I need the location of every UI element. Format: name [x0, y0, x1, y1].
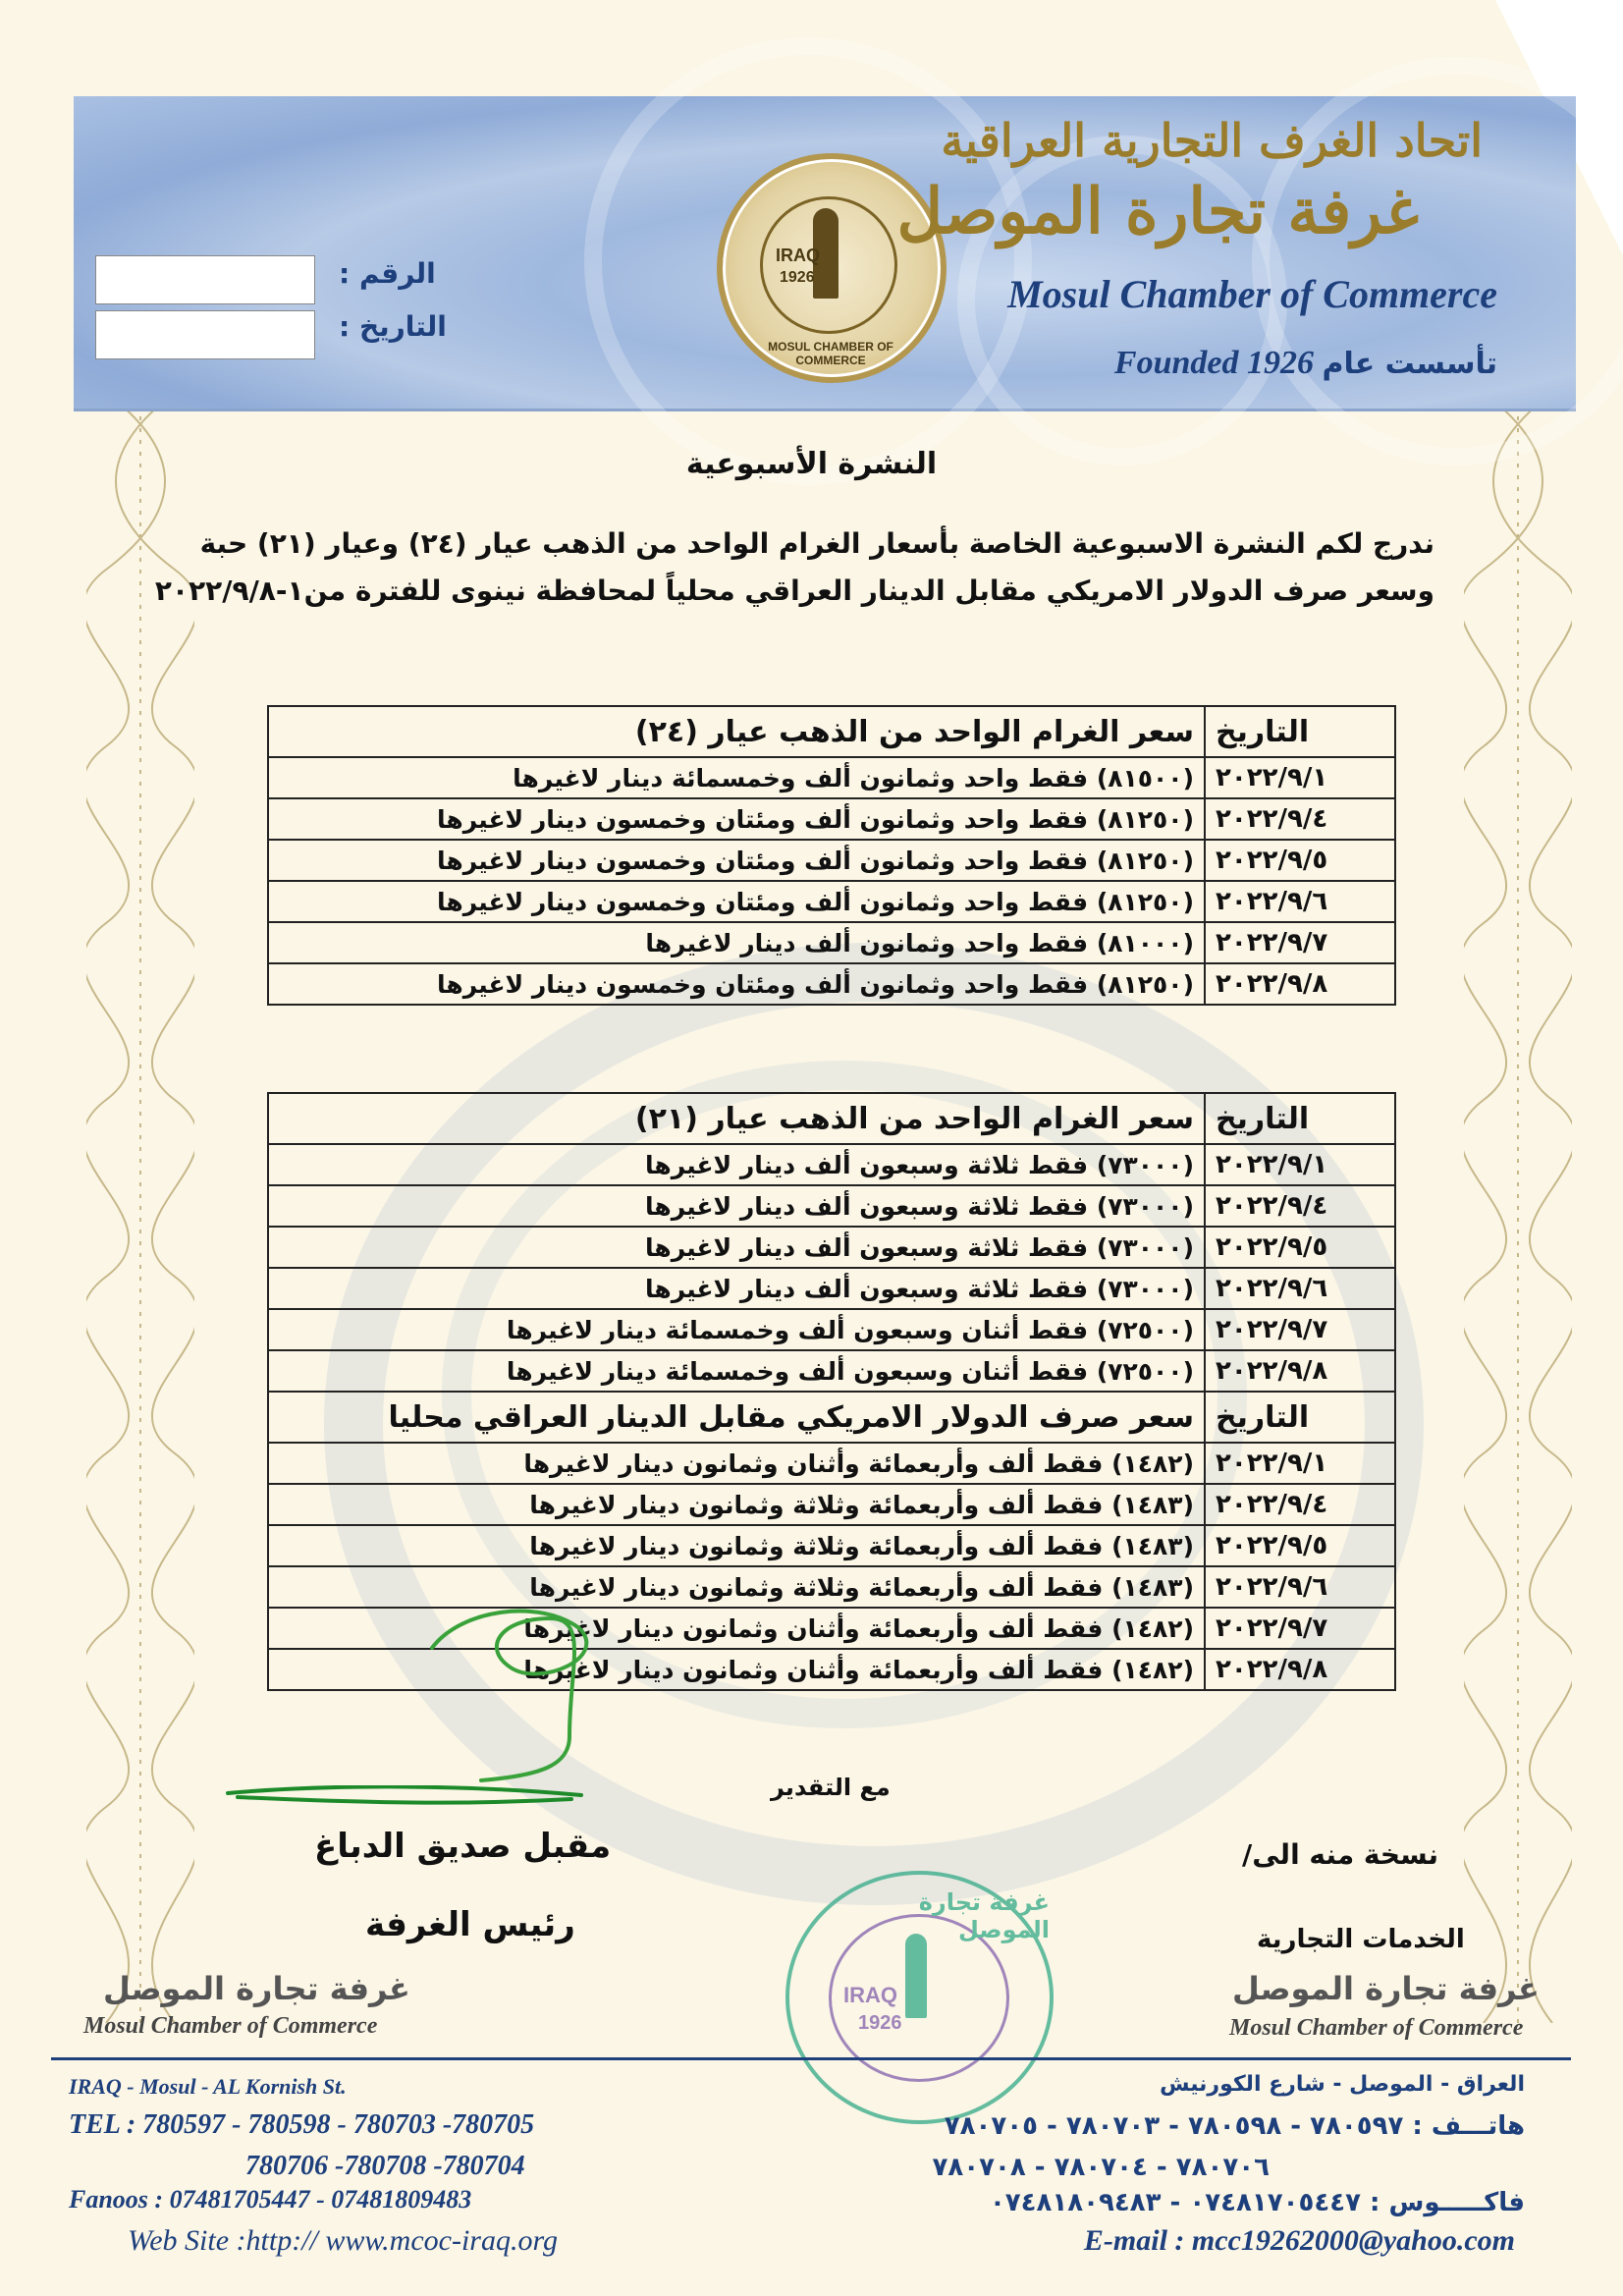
- row-price: (٧٣٠٠٠) فقط ثلاثة وسبعون ألف دينار لاغيرها: [268, 1268, 1205, 1309]
- copy-org-en: Mosul Chamber of Commerce: [1229, 2015, 1524, 2041]
- table-row: [268, 1309, 1395, 1350]
- chamber-name-en: Mosul Chamber of Commerce: [1007, 272, 1497, 316]
- table-row: [268, 1185, 1395, 1227]
- row-date: ٢٠٢٢/٩/٤: [1205, 798, 1395, 840]
- row-date: ٢٠٢٢/٩/٨: [1205, 963, 1395, 1005]
- reference-date-box: [95, 310, 315, 359]
- row-date: ٢٠٢٢/٩/٥: [1205, 1227, 1395, 1268]
- price-column-header: سعر الغرام الواحد من الذهب عيار (٢١): [268, 1093, 1205, 1144]
- seal-ring-text: MOSUL CHAMBER OF COMMERCE: [768, 340, 893, 367]
- row-price: (٧٣٠٠٠) فقط ثلاثة وسبعون ألف دينار لاغيرها: [268, 1185, 1205, 1227]
- table-row: [268, 1484, 1395, 1525]
- founded-en: Founded 1926: [1113, 345, 1314, 381]
- stamp-iraq-text: IRAQ: [843, 1983, 897, 2007]
- row-price: (٨١٢٥٠) فقط واحد وثمانون ألف ومئتان وخمسون دينار لاغيرها: [268, 798, 1205, 840]
- row-price: (٧٢٥٠٠) فقط أثنان وسبعون ألف وخمسمائة دينار لاغيرها: [268, 1350, 1205, 1392]
- row-price: (٧٣٠٠٠) فقط ثلاثة وسبعون ألف دينار لاغيرها: [268, 1227, 1205, 1268]
- row-date: ٢٠٢٢/٩/١: [1205, 1144, 1395, 1185]
- row-date: ٢٠٢٢/٩/٥: [1205, 840, 1395, 881]
- row-date: ٢٠٢٢/٩/٤: [1205, 1484, 1395, 1525]
- table-row: [268, 798, 1395, 840]
- row-price: (٧٢٥٠٠) فقط أثنان وسبعون ألف وخمسمائة دينار لاغيرها: [268, 1309, 1205, 1350]
- table-row: [268, 1443, 1395, 1484]
- table-row: [268, 1227, 1395, 1268]
- table-row: [268, 1268, 1395, 1309]
- footer-email: E-mail : mcc19262000@yahoo.com: [1083, 2224, 1515, 2257]
- intro-line-2: وسعر صرف الدولار الامريكي مقابل الدينار العراقي محلياً لمحافظة نينوى للفترة من١-٢٠٢٢/٩/٨: [154, 574, 1434, 607]
- row-date: ٢٠٢٢/٩/٦: [1205, 881, 1395, 922]
- date-column-header: التاريخ: [1205, 1093, 1395, 1144]
- row-date: ٢٠٢٢/٩/٥: [1205, 1525, 1395, 1566]
- signer-name: مقبل صديق الدباغ: [314, 1827, 612, 1866]
- right-border-ornament: [1464, 393, 1572, 2023]
- regards-text: مع التقدير: [771, 1774, 891, 1801]
- signature-flourish: [422, 1589, 717, 1785]
- table-header-row: [268, 1093, 1395, 1144]
- stamp-minaret-icon: [905, 1934, 927, 2018]
- gold24-price-table: [267, 705, 1396, 1006]
- row-price: (١٤٨٣) فقط ألف وأربعمائة وثلاثة وثمانون دينار لاغيرها: [268, 1484, 1205, 1525]
- row-date: ٢٠٢٢/٩/٦: [1205, 1566, 1395, 1608]
- footer-fax-en: Fanoos : 07481705447 - 07481809483: [69, 2185, 472, 2214]
- footer-tel-en-2: 780706 -780708 -780704: [245, 2151, 525, 2181]
- row-price: (١٤٨٢) فقط ألف وأربعمائة وأثنان وثمانون دينار لاغيرها: [268, 1649, 1205, 1690]
- date-column-header: التاريخ: [1205, 1392, 1395, 1443]
- document-title: النشرة الأسبوعية: [685, 447, 938, 481]
- row-date: ٢٠٢٢/٩/٨: [1205, 1350, 1395, 1392]
- row-price: (٨١٢٥٠) فقط واحد وثمانون ألف ومئتان وخمسون دينار لاغيرها: [268, 840, 1205, 881]
- price-column-header: سعر الغرام الواحد من الذهب عيار (٢٤): [268, 706, 1205, 757]
- signer-org-en: Mosul Chamber of Commerce: [83, 2013, 378, 2039]
- row-price: (٨١٢٥٠) فقط واحد وثمانون ألف ومئتان وخمسون دينار لاغيرها: [268, 963, 1205, 1005]
- copy-to-label: نسخة منه الى/: [1242, 1838, 1439, 1871]
- table-row: [268, 922, 1395, 963]
- table-row: [268, 963, 1395, 1005]
- table-header-row: [268, 706, 1395, 757]
- row-price: (٧٣٠٠٠) فقط ثلاثة وسبعون ألف دينار لاغيرها: [268, 1144, 1205, 1185]
- copy-department: الخدمات التجارية: [1257, 1925, 1465, 1954]
- row-price: (٨١٢٥٠) فقط واحد وثمانون ألف ومئتان وخمسون دينار لاغيرها: [268, 881, 1205, 922]
- footer-address-ar: العراق - الموصل - شارع الكورنيش: [1160, 2072, 1525, 2097]
- seal-year-text: 1926: [780, 269, 815, 286]
- table-row: [268, 1525, 1395, 1566]
- stamp-year-text: 1926: [858, 2012, 902, 2034]
- letterhead: [74, 96, 1576, 411]
- row-date: ٢٠٢٢/٩/١: [1205, 757, 1395, 798]
- stamp-name-text: غرفة تجارة الموصل: [918, 1888, 1050, 1943]
- table-header-row: [268, 1392, 1395, 1443]
- official-stamp: [785, 1871, 1054, 2124]
- intro-line-1: ندرج لكم النشرة الاسبوعية الخاصة بأسعار الغرام الواحد من الذهب عيار (٢٤) وعيار (٢١) حبة: [199, 527, 1434, 560]
- row-price: (٨١٥٠٠) فقط واحد وثمانون ألف وخمسمائة دينار لاغيرها: [268, 757, 1205, 798]
- table-row: [268, 1144, 1395, 1185]
- union-name: اتحاد الغرف التجارية العراقية: [941, 114, 1483, 167]
- footer-tel-ar-1: هاتـــف : ٧٨٠٥٩٧ - ٧٨٠٥٩٨ - ٧٨٠٧٠٣ - ٧٨٠٧٠٥: [944, 2111, 1525, 2141]
- row-price: (١٤٨٣) فقط ألف وأربعمائة وثلاثة وثمانون دينار لاغيرها: [268, 1566, 1205, 1608]
- row-date: ٢٠٢٢/٩/٧: [1205, 1608, 1395, 1649]
- left-border-ornament: [86, 393, 194, 2023]
- row-date: ٢٠٢٢/٩/٨: [1205, 1649, 1395, 1690]
- table-row: [268, 1350, 1395, 1392]
- footer-fax-ar: فاكـــــوس : ٠٧٤٨١٧٠٥٤٤٧ - ٠٧٤٨١٨٠٩٤٨٣: [989, 2188, 1525, 2217]
- row-price: (١٤٨٢) فقط ألف وأربعمائة وأثنان وثمانون دينار لاغيرها: [268, 1608, 1205, 1649]
- row-price: (١٤٨٢) فقط ألف وأربعمائة وأثنان وثمانون دينار لاغيرها: [268, 1443, 1205, 1484]
- copy-org-ar: غرفة تجارة الموصل: [1232, 1970, 1540, 2007]
- seal-iraq-text: IRAQ: [776, 246, 820, 265]
- table-row: [268, 757, 1395, 798]
- row-date: ٢٠٢٢/٩/٧: [1205, 1309, 1395, 1350]
- footer-tel-ar-2: ٧٨٠٧٠٦ - ٧٨٠٧٠٤ - ٧٨٠٧٠٨: [932, 2153, 1270, 2182]
- chamber-name-ar: غرفة تجارة الموصل: [896, 175, 1419, 248]
- founded-ar: تأسست عام: [1322, 347, 1497, 381]
- row-price: (٨١٠٠٠) فقط واحد وثمانون ألف دينار لاغيرها: [268, 922, 1205, 963]
- signer-title: رئيس الغرفة: [365, 1905, 575, 1944]
- price-column-header: سعر صرف الدولار الامريكي مقابل الدينار العراقي محليا: [268, 1392, 1205, 1443]
- date-column-header: التاريخ: [1205, 706, 1395, 757]
- table-row: [268, 881, 1395, 922]
- reference-date-label: التاريخ :: [339, 310, 447, 343]
- footer-website: Web Site :http:// www.mcoc-iraq.org: [128, 2224, 559, 2257]
- table-row: [268, 840, 1395, 881]
- row-date: ٢٠٢٢/٩/٦: [1205, 1268, 1395, 1309]
- footer-tel-en-1: TEL : 780597 - 780598 - 780703 -780705: [69, 2109, 535, 2140]
- founded-line: [1114, 345, 1497, 382]
- row-date: ٢٠٢٢/٩/٤: [1205, 1185, 1395, 1227]
- row-price: (١٤٨٣) فقط ألف وأربعمائة وثلاثة وثمانون دينار لاغيرها: [268, 1525, 1205, 1566]
- row-date: ٢٠٢٢/٩/٧: [1205, 922, 1395, 963]
- footer-divider: [51, 2057, 1571, 2060]
- reference-number-label: الرقم :: [339, 257, 436, 290]
- signer-org-ar: غرفة تجارة الموصل: [103, 1970, 410, 2007]
- row-date: ٢٠٢٢/٩/١: [1205, 1443, 1395, 1484]
- reference-number-box: [95, 255, 315, 304]
- footer-address-en: IRAQ - Mosul - AL Kornish St.: [69, 2074, 347, 2099]
